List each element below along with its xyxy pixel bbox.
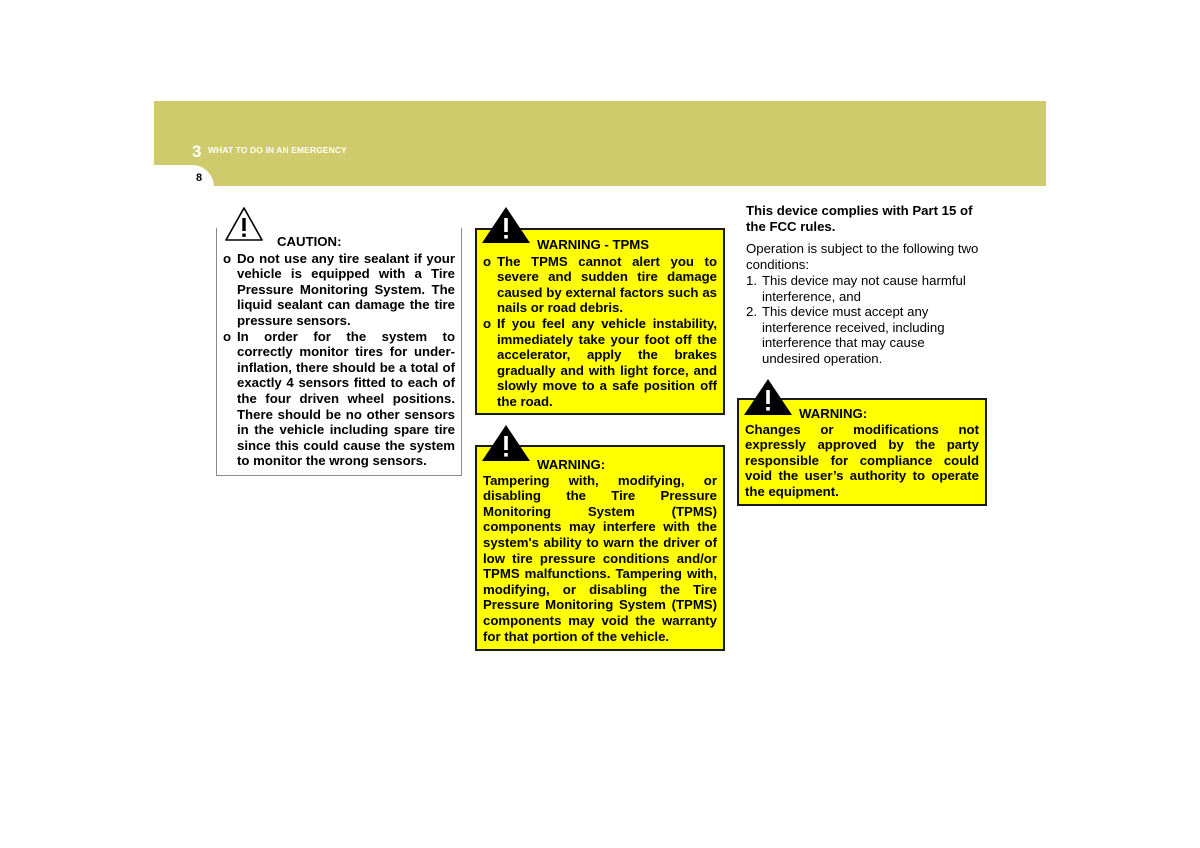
chapter-header-band xyxy=(154,101,1046,186)
list-item: o The TPMS cannot alert you to severe and sudden tire damage caused by external factors such as nails or road debris. xyxy=(483,254,717,316)
fcc-heading: This device complies with Part 15 of the FCC rules. xyxy=(746,203,973,234)
fcc-warning-title: WARNING: xyxy=(799,406,868,421)
list-item xyxy=(746,304,982,366)
caution-title: CAUTION: xyxy=(277,234,342,249)
warning-tampering-text: Tampering with, modifying, or disabling the Tire Pressure Monitoring System (TPMS) components may interfere with the system's ability to warn the driver of low tire pressure conditions and/or TPMS malfunctions. Tampering with, modifying, or disabling the Tire Pressure Monitoring System (TPMS) components may void the warranty for that portion of the vehicle. xyxy=(483,472,717,644)
page-number-tab xyxy=(154,165,214,191)
list-item: o If you feel any vehicle instability, immediately take your foot off the accelerator, apply the brakes gradually and with light force, and slowly move to a safe position off the road. xyxy=(483,316,717,410)
page-number: 8 xyxy=(196,172,203,184)
list-item: o In order for the system to correctly monitor tires for under-inflation, there should be a total of exactly 4 sensors fitted to each of the four driven wheel positions. There should be no other sensors in the vehicle including spare tire since this could cause the system to monitor the wrong sensors. xyxy=(223,329,455,469)
warning-tampering-title: WARNING: xyxy=(537,457,606,472)
condition-text: This device must accept any interference received, including interference that may cause undesired operation. xyxy=(762,304,945,366)
warning-tpms-box xyxy=(475,228,725,415)
condition-number: 1. xyxy=(746,273,757,288)
warning-tpms-title: WARNING - TPMS xyxy=(537,237,650,252)
list-item: o Do not use any tire sealant if your vehicle is equipped with a Tire Pressure Monitoring System. The liquid sealant can damage the tire pressure sensors. xyxy=(223,251,455,329)
exclamation-triangle-icon xyxy=(480,423,532,463)
warning-tampering-box xyxy=(475,445,725,651)
caution-box xyxy=(216,228,462,476)
warning-tpms-list xyxy=(483,254,717,410)
exclamation-triangle-icon xyxy=(742,377,794,417)
chapter-number: 3 xyxy=(192,142,202,161)
list-item xyxy=(746,273,982,304)
exclamation-triangle-icon xyxy=(224,206,264,242)
fcc-conditions-list xyxy=(746,273,982,367)
chapter-title: WHAT TO DO IN AN EMERGENCY xyxy=(208,145,347,155)
fcc-intro: Operation is subject to the following two conditions: xyxy=(746,241,979,272)
fcc-warning-text: Changes or modifications not expressly approved by the party responsible for compliance could void the user’s authority to operate the equipment. xyxy=(745,421,979,499)
exclamation-triangle-icon xyxy=(480,205,532,245)
caution-list xyxy=(223,251,455,469)
condition-number: 2. xyxy=(746,304,757,320)
condition-text: This device may not cause harmful interference, and xyxy=(762,273,966,304)
